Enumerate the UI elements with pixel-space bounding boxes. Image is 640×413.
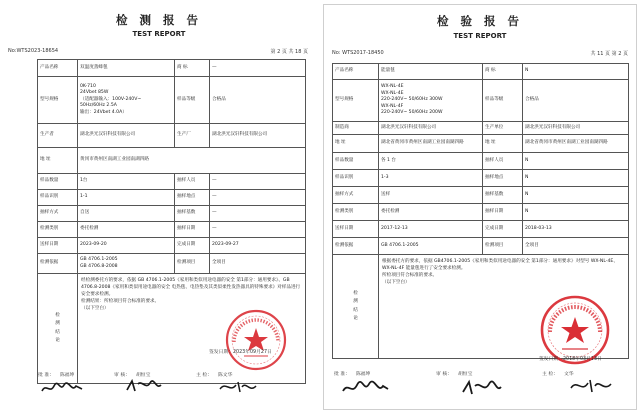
field-label: 样品识别 [38, 190, 78, 206]
field-value: N [523, 204, 629, 221]
field-label: 抽样人员 [483, 153, 523, 170]
field-value: N [523, 170, 629, 187]
field-value: 自送 [78, 206, 175, 222]
field-value: 湖北省黄冈市黄州区南湖工业园南湖四路 [379, 135, 483, 153]
field-label: 型号规格 [333, 80, 379, 122]
field-value: 黄冈市黄州区南湖工业园南湖四路 [78, 148, 306, 174]
field-value: 委托检测 [379, 204, 483, 221]
field-label: 产品名称 [333, 64, 379, 80]
field-label: 样品数量 [38, 174, 78, 190]
reviewer-name: 胡恒宝 [458, 372, 473, 377]
inspector-name: 文华 [564, 372, 574, 377]
field-label: 抽样人员 [175, 174, 210, 190]
field-label: 样品等级 [175, 77, 210, 124]
field-value: 2023-09-20 [78, 238, 175, 254]
field-label: 抽样日期 [483, 204, 523, 221]
official-seal [224, 308, 288, 376]
approver-role: 批 准： [334, 372, 350, 377]
page-indicator: 共 11 页 第 2 页 [590, 51, 628, 57]
reviewer-role: 审 核： [114, 373, 130, 378]
field-label: 检测依据 [38, 254, 78, 274]
field-value: 2023-09-27 [210, 238, 306, 254]
page-indicator: 第 2 页 共 18 页 [270, 49, 308, 55]
field-label: 抽样日期 [175, 222, 210, 238]
field-label: 地 址 [333, 135, 379, 153]
reviewer-name: 胡恒宝 [136, 373, 151, 378]
field-value: WX-NL-4E WX-NL-4E 220-240V~ 50/60Hz 300W WX-NL-4F 220-240V~ 50/60Hz 200W [379, 80, 483, 122]
field-value: 湖北洪光汉轩科技有限公司 [523, 122, 629, 135]
reviewer-signature [460, 379, 504, 401]
inspector-signature [568, 377, 614, 399]
inspector-name: 陈文华 [218, 373, 233, 378]
table-row [333, 238, 629, 255]
issue-date: 签发日期：2023年09月27日 [209, 350, 272, 355]
table-row [333, 122, 629, 135]
field-label: 型号规格 [38, 77, 78, 124]
table-row [38, 238, 306, 254]
table-row [38, 190, 306, 206]
report-subtitle: TEST REPORT [453, 32, 507, 40]
field-value: 能量毯 [379, 64, 483, 80]
field-label: 样品识别 [333, 170, 379, 187]
conclusion-text: 根据委托方的要求，依据 GB4706.1-2005《家用和类似用途电器的安全 第1部分：通用要求》对型号 WX-NL-4E、WX-NL-4F 能量毯进行了安全要求检测。 所检项目符合标准的要求。 （以下空白） [382, 259, 618, 286]
field-label: 生产厂 [175, 124, 210, 148]
field-value: N [523, 153, 629, 170]
field-value: 全项目 [210, 254, 306, 274]
issue-date: 签发日期：2018年03月13日 [539, 357, 602, 362]
field-label: 地 址 [483, 135, 523, 153]
field-value: 1-1 [78, 190, 175, 206]
field-value: GB 4706.1-2005 [379, 238, 483, 255]
inspector-signature [218, 379, 258, 399]
inspector-role: 主 检： [196, 373, 212, 378]
approver-role: 批 准： [38, 373, 54, 378]
field-label: 地 址 [38, 148, 78, 174]
field-value: — [210, 222, 306, 238]
field-label: 抽样基数 [175, 206, 210, 222]
field-label: 样品等级 [483, 80, 523, 122]
field-value: 各 1 台 [379, 153, 483, 170]
field-label: 制造商 [333, 122, 379, 135]
field-label: 抽样地点 [483, 170, 523, 187]
field-value: — [210, 190, 306, 206]
table-row [38, 222, 306, 238]
field-value: — [210, 206, 306, 222]
table-row [38, 254, 306, 274]
table-row [38, 77, 306, 124]
field-value: 湖北洪光汉轩科技有限公司 [210, 124, 306, 148]
field-label: 生产单位 [483, 122, 523, 135]
field-value: 委托检测 [78, 222, 175, 238]
field-label: 检测依据 [333, 238, 379, 255]
field-label: 生产者 [38, 124, 78, 148]
field-value: 合格品 [523, 80, 629, 122]
left-report-page [2, 6, 316, 408]
field-label: 完成日期 [175, 238, 210, 254]
table-row [333, 64, 629, 80]
table-row [38, 174, 306, 190]
reviewer-role: 审 核： [436, 372, 452, 377]
table-row [38, 206, 306, 222]
field-value: 湖北洪光汉轩科技有限公司 [78, 124, 175, 148]
field-value: 合格品 [210, 77, 306, 124]
field-value: 双温度蒸蜂毯 [78, 60, 175, 77]
field-value: 2018-03-13 [523, 221, 629, 238]
field-label: 商 标 [175, 60, 210, 77]
field-label: 抽样基数 [483, 187, 523, 204]
table-row [333, 187, 629, 204]
approver-signature [40, 380, 84, 400]
field-value: 送样 [379, 187, 483, 204]
report-title: 检 测 报 告 [115, 13, 202, 27]
report-number: No:WTS2023-18654 [8, 48, 59, 54]
table-row [333, 170, 629, 187]
field-value: N [523, 64, 629, 80]
table-row [38, 148, 306, 174]
field-label: 检测类别 [333, 204, 379, 221]
field-value: N [523, 187, 629, 204]
table-row [333, 153, 629, 170]
field-value: 1-3 [379, 170, 483, 187]
field-label: 完成日期 [483, 221, 523, 238]
field-label: 送样日期 [333, 221, 379, 238]
field-label: 检测项目 [483, 238, 523, 255]
report-number: No: WTS2017-18450 [332, 50, 384, 56]
field-value: 湖北洪光汉轩科技有限公司 [379, 122, 483, 135]
approver-signature [340, 379, 390, 401]
approver-name: 陈福坤 [356, 372, 371, 377]
inspector-role: 主 检： [542, 372, 558, 377]
table-row [38, 124, 306, 148]
report-subtitle: TEST REPORT [132, 30, 186, 38]
field-label: 抽样方式 [333, 187, 379, 204]
conclusion-label: 检 测 结 论 [333, 255, 379, 359]
approver-name: 陈福坤 [60, 373, 75, 378]
field-value: 2017-12-13 [379, 221, 483, 238]
field-label: 送样日期 [38, 238, 78, 254]
reviewer-signature [124, 378, 164, 398]
field-value: 全项目 [523, 238, 629, 255]
field-value: — [210, 174, 306, 190]
report-title: 检 验 报 告 [436, 14, 523, 28]
conclusion-label: 检 测 结 论 [38, 274, 78, 384]
right-report-page [323, 4, 637, 410]
field-value: 湖北省黄冈市黄州区南湖工业园南湖四路 [523, 135, 629, 153]
field-value: 1台 [78, 174, 175, 190]
field-label: 检测类别 [38, 222, 78, 238]
field-label: 商 标 [483, 64, 523, 80]
table-row [333, 135, 629, 153]
table-row [38, 60, 306, 77]
field-value: GB 4706.1-2005 GB 4706.8-2008 [78, 254, 175, 274]
field-label: 检测项目 [175, 254, 210, 274]
table-row [333, 204, 629, 221]
table-row [333, 80, 629, 122]
conclusion-text: 经检测委托方的要求，依据 GB 4706.1-2005《家用和类似用途电器的安全 第1部分：通用要求》、GB 4706.8-2008《家用和类似用途电器的安全 电热毯、电热垫及其类似柔性发热器具的特殊要求》对样品进行安全要求检测。 检测结果：所检项目符合标准的要求。 （以下空白） [81, 278, 301, 312]
field-label: 产品名称 [38, 60, 78, 77]
field-label: 抽样方式 [38, 206, 78, 222]
field-label: 抽样地点 [175, 190, 210, 206]
field-value: 0K-710 24Vbet 85W （适配器输入：100V-240V~ 50Hz/60Hz 2.5A 输出：24Vbet 4.0A） [78, 77, 175, 124]
table-row [333, 221, 629, 238]
field-label: 样品数量 [333, 153, 379, 170]
field-value: — [210, 60, 306, 77]
